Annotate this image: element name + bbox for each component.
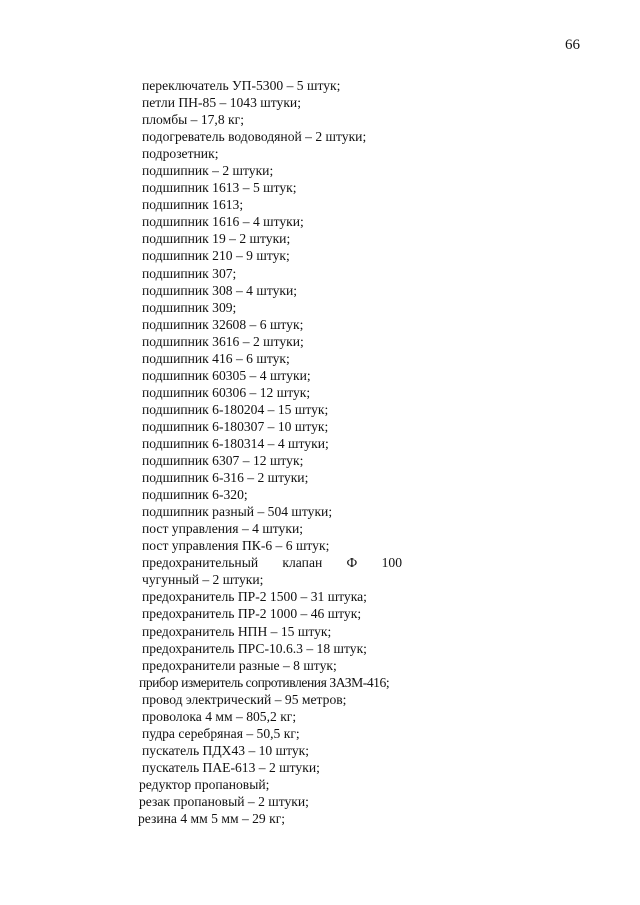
list-item: подшипник 1616 – 4 штуки; (142, 214, 304, 230)
list-item: резак пропановый – 2 штуки; (139, 793, 309, 809)
list-item: подшипник 309; (142, 299, 237, 315)
list-item: предохранитель ПР-2 1500 – 31 штука; (142, 589, 367, 605)
list-item: резина 4 мм 5 мм – 29 кг; (138, 811, 286, 827)
list-item: предохранитель НПН – 15 штук; (142, 623, 332, 639)
list-item: подшипник – 2 штуки; (142, 163, 274, 179)
list-item: подшипник 6307 – 12 штук; (142, 453, 304, 469)
list-item: провод электрический – 95 метров; (142, 691, 347, 707)
list-item: предохранители разные – 8 штук; (142, 657, 337, 673)
list-item: подшипник 6-316 – 2 штуки; (142, 470, 309, 486)
list-item: пост управления – 4 штуки; (142, 521, 304, 537)
list-item: подшипник 60306 – 12 штук; (142, 384, 311, 400)
list-item: подшипник 1613 – 5 штук; (142, 180, 297, 196)
list-item: подрозетник; (142, 146, 219, 162)
list-item: подшипник 3616 – 2 штуки; (142, 333, 304, 349)
list-item: подшипник 1613; (142, 197, 244, 213)
list-item: предохранитель ПР-2 1000 – 46 штук; (142, 606, 362, 622)
list-item: подшипник 6-320; (142, 487, 248, 503)
list-item: подшипник 308 – 4 штуки; (142, 282, 298, 298)
list-item: подшипник 6-180314 – 4 штуки; (142, 435, 329, 451)
list-item: переключатель УП-5300 – 5 штук; (142, 78, 341, 93)
list-item-justified (142, 554, 402, 571)
list-item: пудра серебряная – 50,5 кг; (142, 725, 300, 741)
list-item: петли ПН-85 – 1043 штуки; (142, 95, 301, 111)
list-item: подшипник 60305 – 4 штуки; (142, 367, 311, 383)
list-item: пускатель ПАЕ-613 – 2 штуки; (142, 759, 320, 775)
word: клапан (282, 555, 323, 571)
list-item: подшипник 6-180204 – 15 штук; (142, 401, 329, 417)
list-item: пост управления ПК-6 – 6 штук; (142, 538, 330, 554)
list-item: подшипник 210 – 9 штук; (142, 248, 290, 264)
list-item: подшипник 32608 – 6 штук; (142, 316, 304, 332)
word: предохранительный (142, 555, 259, 571)
list-item: подшипник 6-180307 – 10 штук; (142, 418, 329, 434)
list-item: подшипник 416 – 6 штук; (142, 350, 290, 366)
list-item: подшипник разный – 504 штуки; (142, 504, 333, 520)
inventory-list (138, 77, 412, 827)
list-item: проволока 4 мм – 805,2 кг; (142, 708, 297, 724)
list-item: пускатель ПДХ43 – 10 штук; (142, 742, 310, 758)
list-item: подшипник 307; (142, 265, 237, 281)
page-number: 66 (565, 37, 580, 53)
list-item: прибор измеритель сопротивления ЗАЗМ-416; (139, 674, 390, 690)
word: Ф (346, 555, 358, 571)
list-item: пломбы – 17,8 кг; (142, 112, 244, 128)
list-item: редуктор пропановый; (139, 776, 270, 792)
list-item: предохранитель ПРС-10.6.3 – 18 штук; (142, 640, 367, 656)
list-item-continuation: чугунный – 2 штуки; (142, 572, 264, 588)
word: 100 (381, 555, 402, 571)
list-item: подогреватель водоводяной – 2 штуки; (142, 129, 367, 145)
list-item: подшипник 19 – 2 штуки; (142, 231, 291, 247)
